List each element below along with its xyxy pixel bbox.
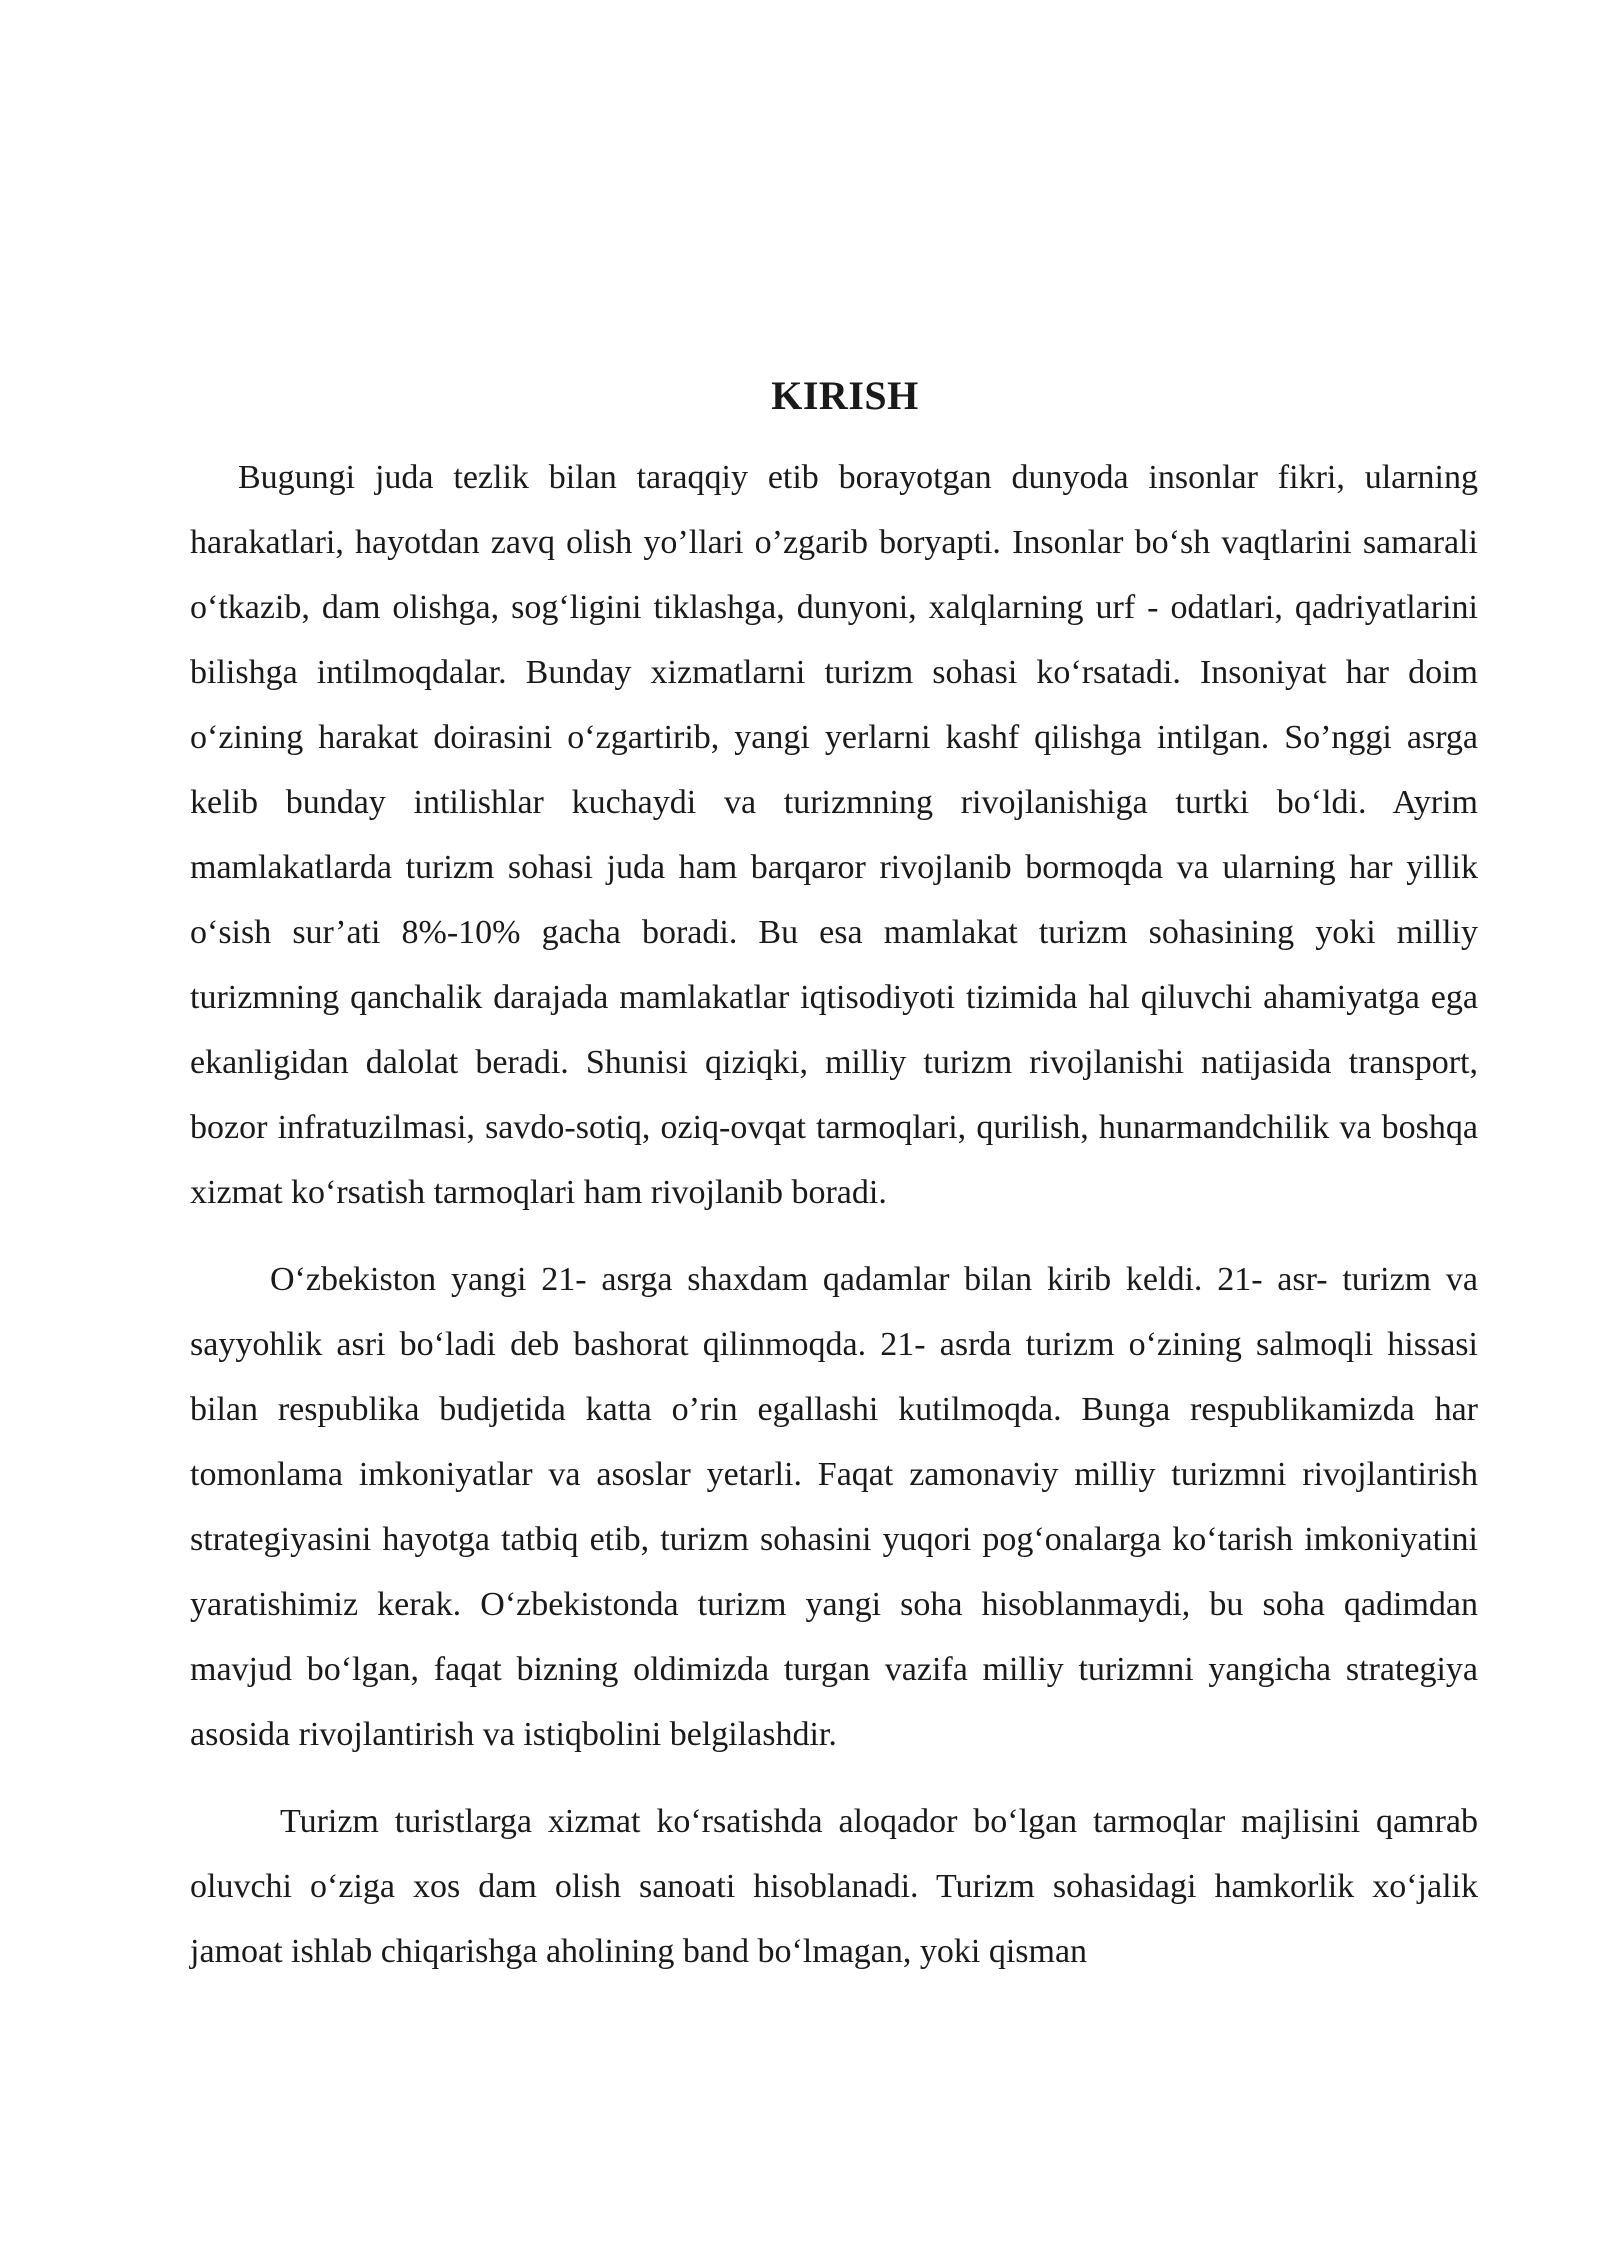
body-text [190,445,1478,1984]
paragraph-intro: Bugungi juda tezlik bilan taraqqiy etib borayotgan dunyoda insonlar fikri, ularning harakatlari, hayotdan zavq olish yo’llari o’zgarib boryapti. Insonlar bo‘sh vaqtlarini samarali o‘tkazib, dam olishga, sog‘ligini tiklashga, dunyoni, xalqlarning urf - odatlari, qadriyatlarini bilishga intilmoqdalar. Bunday xizmatlarni turizm sohasi ko‘rsatadi. Insoniyat har doim o‘zining harakat doirasini o‘zgartirib, yangi yerlarni kashf qilishga intilgan. So’nggi asrga kelib bunday intilishlar kuchaydi va turizmning rivojlanishiga turtki bo‘ldi. Ayrim mamlakatlarda turizm sohasi juda ham barqaror rivojlanib bormoqda va ularning har yillik o‘sish sur’ati 8%-10% gacha boradi. Bu esa mamlakat turizm sohasining yoki milliy turizmning qanchalik darajada mamlakatlar iqtisodiyoti tizimida hal qiluvchi ahamiyatga ega ekanligidan dalolat beradi. Shunisi qiziqki, milliy turizm rivojlanishi natijasida transport, bozor infratuzilmasi, savdo-sotiq, oziq-ovqat tarmoqlari, qurilish, hunarmandchilik va boshqa xizmat ko‘rsatish tarmoqlari ham rivojlanib boradi. [190,459,1478,1211]
paragraph-tourism-industry: Turizm turistlarga xizmat ko‘rsatishda aloqador bo‘lgan tarmoqlar majlisini qamrab oluvchi o‘ziga xos dam olish sanoati hisoblanadi. Turizm sohasidagi hamkorlik xo‘jalik jamoat ishlab chiqarishga aholining band bo‘lmagan, yoki qisman [190,1803,1478,1970]
paragraph-uzbekistan: O‘zbekiston yangi 21- asrga shaxdam qadamlar bilan kirib keldi. 21- asr- turizm va sayyohlik asri bo‘ladi deb bashorat qilinmoqda. 21- asrda turizm o‘zining salmoqli hissasi bilan respublika budjetida katta o’rin egallashi kutilmoqda. Bunga respublikamizda har tomonlama imkoniyatlar va asoslar yetarli. Faqat zamonaviy milliy turizmni rivojlantirish strategiyasini hayotga tatbiq etib, turizm sohasini yuqori pog‘onalarga ko‘tarish imkoniyatini yaratishimiz kerak. O‘zbekistonda turizm yangi soha hisoblanmaydi, bu soha qadimdan mavjud bo‘lgan, faqat bizning oldimizda turgan vazifa milliy turizmni yangicha strategiya asosida rivojlantirish va istiqbolini belgilashdir. [190,1261,1478,1753]
page-title: KIRISH [771,373,919,418]
